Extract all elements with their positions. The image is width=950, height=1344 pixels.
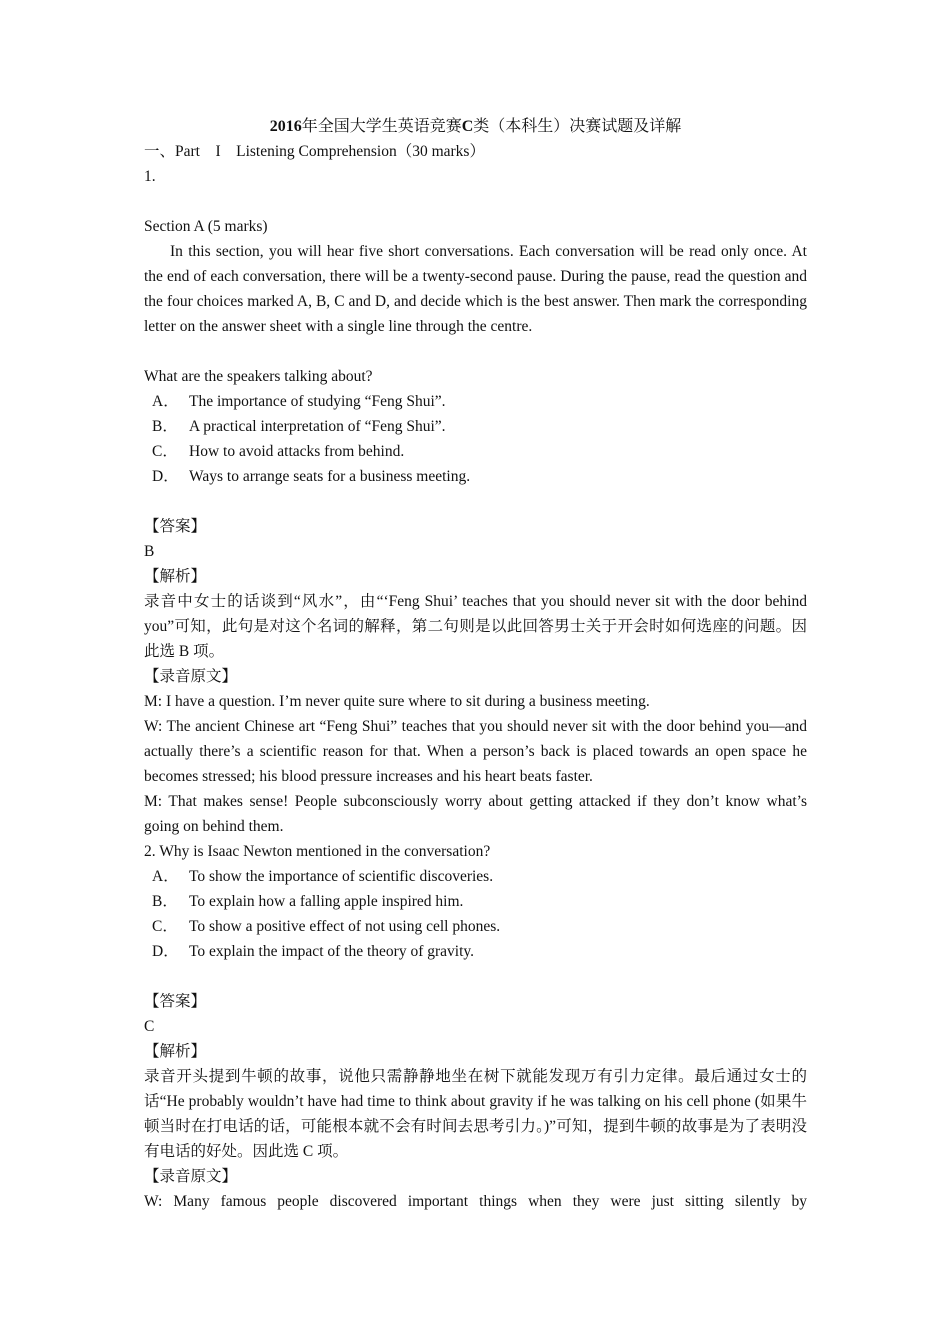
q1-option-a: A． The importance of studying “Feng Shui”. — [152, 393, 446, 410]
q2-option-d: D． To explain the impact of the theory of gravity. — [152, 943, 475, 960]
q1-analysis-label: 【解析】 — [144, 568, 207, 585]
q2-answer: C — [144, 1018, 155, 1035]
q1-transcript-line: M: I have a question. I’m never quite sure where to sit during a business meeting. — [144, 693, 650, 710]
document-title — [144, 114, 807, 139]
title-year: 2016 — [269, 118, 302, 135]
q1-analysis: 录音中女士的话谈到“风水”，由“‘Feng Shui’ teaches that you should never sit with the door behind you”可知，此句是对这个名词的解释，第二句则是以此回答男士关于开会时如何选座的问题。因此选 B 项。 — [144, 593, 807, 660]
q1-option-d: D． Ways to arrange seats for a business meeting. — [152, 468, 471, 485]
title-end: 类（本科生）决赛试题及详解 — [473, 118, 682, 135]
q1-transcript-label: 【录音原文】 — [144, 668, 238, 685]
q1-option-b: B． A practical interpretation of “Feng Shui”. — [152, 418, 446, 435]
q2-option-b: B． To explain how a falling apple inspired him. — [152, 893, 464, 910]
q2-transcript-label: 【录音原文】 — [144, 1168, 238, 1185]
title-middle: 年全国大学生英语竞赛 — [301, 118, 462, 135]
item-number: 1. — [144, 168, 156, 185]
instructions-paragraph: In this section, you will hear five short conversations. Each conversation will be read only once. At the end of each conversation, there will be a twenty-second pause. During the pause, read the question and the four choices marked A, B, C and D, and decide which is the best answer. Then mark the corresponding letter on the answer sheet with a single line through the centre. — [144, 243, 807, 335]
q1-option-c: C． How to avoid attacks from behind. — [152, 443, 405, 460]
q1-transcript-line: W: The ancient Chinese art “Feng Shui” teaches that you should never sit with the door behind you—and actually there’s a scientific reason for that. When a person’s back is placed towards an open space he becomes stressed; his blood pressure increases and his heart beats faster. — [144, 718, 807, 785]
q2-option-a: A． To show the importance of scientific discoveries. — [152, 868, 494, 885]
part-heading: 一、Part I Listening Comprehension（30 marks） — [144, 143, 485, 160]
title-category: C — [461, 118, 474, 135]
q2-analysis: 录音开头提到牛顿的故事，说他只需静静地坐在树下就能发现万有引力定律。最后通过女士的话“He probably wouldn’t have had time to think about gravity if he was talking on his cell phone (如果牛顿当时在打电话的话，可能根本就不会有时间去思考引力。)”可知，提到牛顿的故事是为了表明没有电话的好处。因此选 C 项。 — [144, 1068, 807, 1160]
q2-answer-label: 【答案】 — [144, 993, 207, 1010]
q2-transcript-line: W: Many famous people discovered important things when they were just sitting silently by — [144, 1193, 807, 1210]
q1-answer-label: 【答案】 — [144, 518, 207, 535]
question-1: What are the speakers talking about? — [144, 368, 373, 385]
q1-answer: B — [144, 543, 155, 560]
q2-option-c: C． To show a positive effect of not using cell phones. — [152, 918, 501, 935]
section-heading: Section A (5 marks) — [144, 218, 268, 235]
question-2: 2. Why is Isaac Newton mentioned in the conversation? — [144, 843, 491, 860]
q1-transcript-line: M: That makes sense! People subconsciously worry about getting attacked if they don’t know what’s going on behind them. — [144, 793, 807, 835]
q2-analysis-label: 【解析】 — [144, 1043, 207, 1060]
document-page — [144, 114, 807, 1214]
